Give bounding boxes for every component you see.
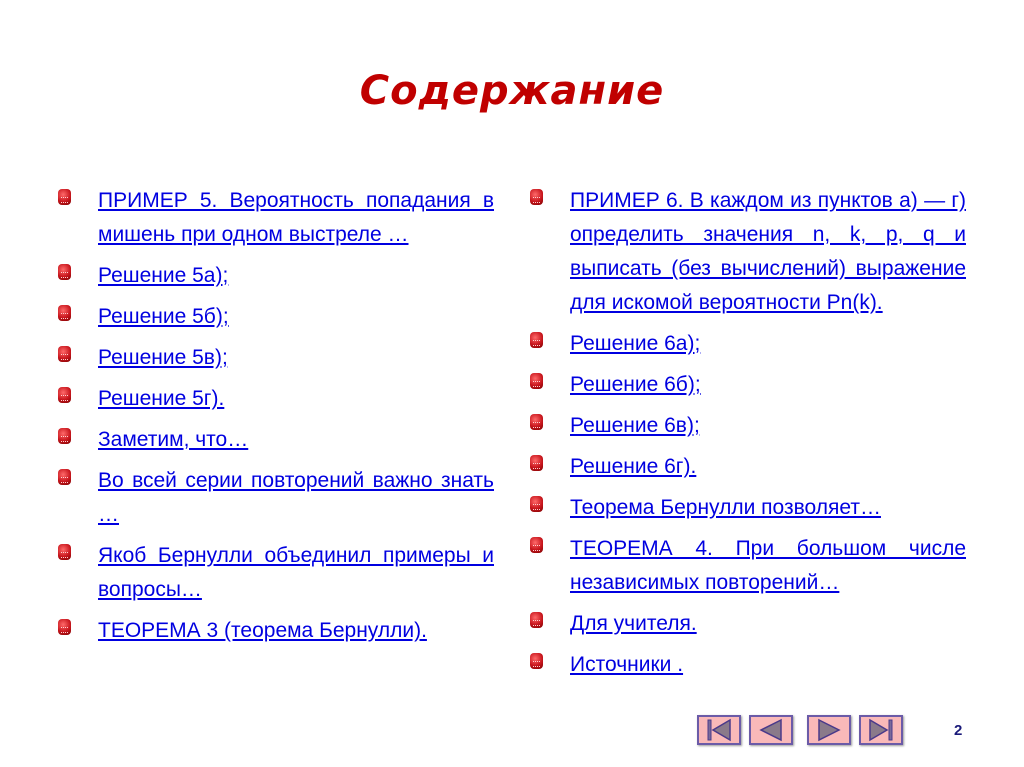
- bullet-icon: [58, 428, 71, 444]
- contents-list-left: [58, 184, 494, 648]
- bullet-icon: [530, 537, 543, 553]
- contents-link[interactable]: ТЕОРЕМА 4. При большом числе независимых повторений…: [570, 537, 966, 594]
- contents-link[interactable]: Якоб Бернулли объединил примеры и вопросы…: [98, 544, 494, 601]
- list-item: [530, 327, 966, 361]
- bullet-icon: [530, 612, 543, 628]
- bullet-icon: [58, 264, 71, 280]
- first-slide-button[interactable]: [697, 715, 741, 745]
- contents-link[interactable]: Решение 5б);: [98, 305, 229, 328]
- bullet-icon: [530, 414, 543, 430]
- contents-link[interactable]: Источники .: [570, 653, 684, 676]
- contents-link[interactable]: ПРИМЕР 5. Вероятность попадания в мишень при одном выстреле …: [98, 189, 494, 246]
- contents-link[interactable]: Решение 6б);: [570, 373, 701, 396]
- first-slide-icon: [703, 718, 735, 742]
- bullet-icon: [530, 496, 543, 512]
- contents-list-right: [530, 184, 966, 682]
- bullet-icon: [530, 332, 543, 348]
- contents-link[interactable]: Решение 6г).: [570, 455, 697, 478]
- bullet-icon: [58, 305, 71, 321]
- bullet-icon: [530, 653, 543, 669]
- contents-link[interactable]: Решение 5г).: [98, 387, 225, 410]
- list-item: [58, 614, 494, 648]
- bullet-icon: [58, 189, 71, 205]
- list-item: [530, 532, 966, 600]
- bullet-icon: [530, 455, 543, 471]
- list-item: [530, 184, 966, 320]
- contents-link[interactable]: ПРИМЕР 6. В каждом из пунктов а) — г) определить значения n, k, p, q и выписать (без вычислений) выражение для искомой вероятности Pn(k).: [570, 189, 966, 314]
- right-contents-column: [530, 184, 966, 689]
- list-item: [530, 450, 966, 484]
- list-item: [530, 491, 966, 525]
- list-item: [58, 464, 494, 532]
- contents-link[interactable]: Во всей серии повторений важно знать …: [98, 469, 494, 526]
- list-item: [530, 648, 966, 682]
- next-slide-icon: [813, 718, 845, 742]
- contents-link[interactable]: Решение 6в);: [570, 414, 700, 437]
- previous-slide-icon: [755, 718, 787, 742]
- list-item: [530, 607, 966, 641]
- left-contents-column: [58, 184, 494, 655]
- list-item: [58, 341, 494, 375]
- last-slide-icon: [865, 718, 897, 742]
- contents-link[interactable]: ТЕОРЕМА 3 (теорема Бернулли).: [98, 619, 427, 642]
- contents-link[interactable]: Для учителя.: [570, 612, 697, 635]
- list-item: [530, 368, 966, 402]
- bullet-icon: [58, 387, 71, 403]
- slide-navigation: [697, 715, 903, 745]
- previous-slide-button[interactable]: [749, 715, 793, 745]
- bullet-icon: [58, 544, 71, 560]
- slide-title: Содержание: [359, 68, 665, 114]
- list-item: [58, 259, 494, 293]
- list-item: [58, 539, 494, 607]
- contents-link[interactable]: Теорема Бернулли позволяет…: [570, 496, 881, 519]
- bullet-icon: [530, 373, 543, 389]
- page-number: 2: [954, 722, 963, 739]
- contents-link[interactable]: Решение 6а);: [570, 332, 701, 355]
- bullet-icon: [58, 619, 71, 635]
- list-item: [58, 423, 494, 457]
- last-slide-button[interactable]: [859, 715, 903, 745]
- contents-link[interactable]: Решение 5в);: [98, 346, 228, 369]
- list-item: [58, 382, 494, 416]
- next-slide-button[interactable]: [807, 715, 851, 745]
- list-item: [530, 409, 966, 443]
- list-item: [58, 300, 494, 334]
- bullet-icon: [530, 189, 543, 205]
- contents-link[interactable]: Решение 5а);: [98, 264, 229, 287]
- list-item: [58, 184, 494, 252]
- contents-link[interactable]: Заметим, что…: [98, 428, 249, 451]
- bullet-icon: [58, 346, 71, 362]
- bullet-icon: [58, 469, 71, 485]
